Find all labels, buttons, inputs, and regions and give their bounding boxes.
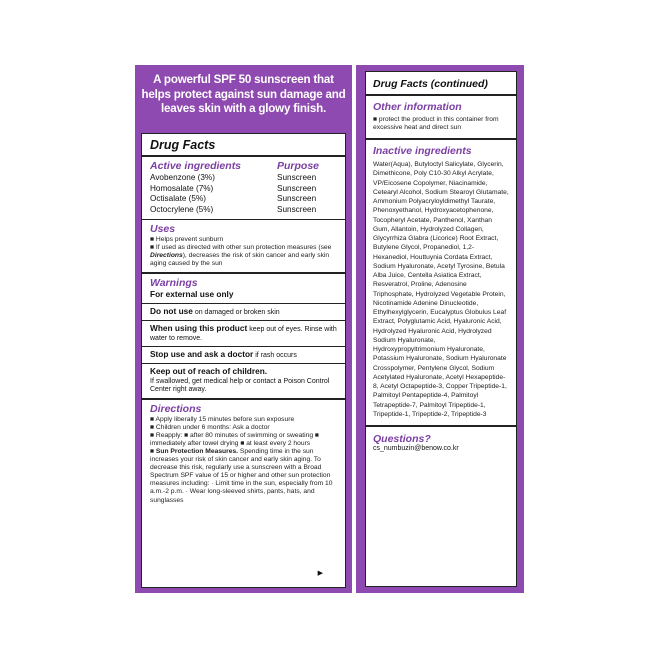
continue-arrow-icon: ▶ bbox=[317, 570, 323, 577]
drug-facts-continued-box bbox=[365, 71, 517, 587]
direction-item: ■ Sun Protection Measures. Spending time in the sun increases your risk of skin cancer and early skin aging. To decrease this risk, regularly use a sunscreen with a Broad Spectrum SPF value of 15 or higher and other sun protection measures including: · Limit time in the sun, especially from 10 a.m.-2 p.m. · Wear long-sleeved shirts, pants, hats, and sunglasses bbox=[150, 448, 333, 504]
direction-item: ■ Apply liberally 15 minutes before sun exposure bbox=[150, 415, 295, 423]
active-row bbox=[150, 194, 337, 205]
questions-heading: Questions? bbox=[373, 433, 431, 446]
active-row bbox=[150, 173, 337, 184]
active-row bbox=[150, 205, 337, 216]
active-purpose: Sunscreen bbox=[277, 173, 317, 182]
active-purpose: Sunscreen bbox=[277, 194, 317, 203]
active-name: Avobenzone (3%) bbox=[150, 173, 215, 182]
inactive-ingredients-text: Water(Aqua), Butyloctyl Salicylate, Glycerin, Dimethicone, Poly C10-30 Alkyl Acrylate, VP/Eicosene Copolymer, Niacinamide, Cetearyl Alcohol, Sodium Stearoyl Glutamate, Ammonium Polyacryloyldimethyl Taurate, Phenoxyethanol, Hydroxyacetophenone, Tocopheryl Acetate, Panthenol, Xanthan Gum, Allantoin, Hydrolyzed Collagen, Glycyrrhiza Glabra (Licorice) Root Extract, Butylene Glycol, Propanediol, 1,2-Hexanediol, Houttuynia Cordata Extract, Sodium Hyaluronate, Acetyl Tyrosine, Betula Alba Juice, Centella Asiatica Extract, Resveratrol, Proline, Adenosine Triphosphate, Hydrolyzed Vegetable Protein, Nicotinamide Adenine Dinucleotide, Ethylhexylglycerin, Eucalyptus Globulus Leaf Extract, Polyglutamic Acid, Hyaluronic Acid, Hydrolyzed Hyaluronic Acid, Hydrolyzed Sodium Hyaluronate, Hydroxypropyltrimonium Hyaluronate, Potassium Hyaluronate, Sodium Hyaluronate Crosspolymer, Pentylene Glycol, Sodium Acetylated Hyaluronate, Acetyl Hexapeptide-8, Acetyl Octapeptide-3, Copper Tripeptide-1, Palmitoyl Pentapeptide-4, Palmitoyl Tetrapeptide-7, Palmitoyl Tripeptide-1, Tripeptide-1, Tripeptide-2, Tripeptide-3 bbox=[373, 161, 509, 418]
other-information-text: ■ protect the product in this container from excessive heat and direct sun bbox=[373, 116, 499, 132]
warnings-section bbox=[142, 274, 345, 303]
active-name: Octocrylene (5%) bbox=[150, 204, 214, 214]
left-panel bbox=[135, 65, 352, 593]
warning-when-using: When using this product keep out of eyes. Rinse with water to remove. bbox=[142, 321, 345, 347]
direction-item: ■ Children under 6 months: Ask a doctor bbox=[150, 423, 270, 431]
active-purpose: Sunscreen bbox=[277, 183, 317, 193]
inactive-ingredients-heading: Inactive ingredients bbox=[373, 145, 472, 158]
inactive-ingredients-section bbox=[366, 140, 516, 427]
contact-email: cs_numbuzin@benow.co.kr bbox=[373, 445, 459, 453]
drug-facts-continued-title: Drug Facts (continued) bbox=[366, 72, 516, 96]
drug-facts-title: Drug Facts bbox=[142, 134, 345, 157]
active-row bbox=[150, 184, 337, 195]
questions-section bbox=[366, 427, 516, 458]
other-information-section bbox=[366, 96, 516, 140]
uses-item: ■ If used as directed with other sun protection measures (see Directions), decreases the risk of skin cancer and early skin aging caused by the sun bbox=[150, 244, 332, 268]
active-ingredients-section bbox=[142, 157, 345, 220]
right-panel bbox=[356, 65, 524, 593]
uses-section bbox=[142, 220, 345, 274]
direction-item: ■ Reapply: ■ after 80 minutes of swimming or sweating ■ immediately after towel drying ■ at least every 2 hours bbox=[150, 431, 319, 447]
tagline: A powerful SPF 50 sunscreen that helps protect against sun damage and leaves skin with a glowy finish. bbox=[141, 73, 346, 115]
active-name: Octisalate (5%) bbox=[150, 194, 206, 203]
drug-facts-box bbox=[141, 133, 346, 588]
warning-do-not-use: Do not use on damaged or broken skin bbox=[142, 304, 345, 321]
purpose-heading: Purpose bbox=[277, 160, 320, 172]
directions-section bbox=[142, 400, 345, 509]
uses-heading: Uses bbox=[150, 223, 176, 235]
warnings-heading: Warnings bbox=[150, 277, 198, 290]
active-purpose: Sunscreen bbox=[277, 204, 317, 214]
active-name: Homosalate (7%) bbox=[150, 183, 214, 193]
active-ingredients-heading: Active ingredients bbox=[150, 160, 242, 172]
uses-item: ■ Helps prevent sunburn bbox=[150, 236, 224, 243]
warning-external: For external use only bbox=[150, 289, 234, 300]
other-information-heading: Other information bbox=[373, 101, 462, 113]
directions-heading: Directions bbox=[150, 402, 202, 415]
warning-stop-use: Stop use and ask a doctor if rash occurs bbox=[142, 347, 345, 364]
warning-keep-out: Keep out of reach of children. If swallowed, get medical help or contact a Poison Control Center right away. bbox=[142, 364, 345, 399]
